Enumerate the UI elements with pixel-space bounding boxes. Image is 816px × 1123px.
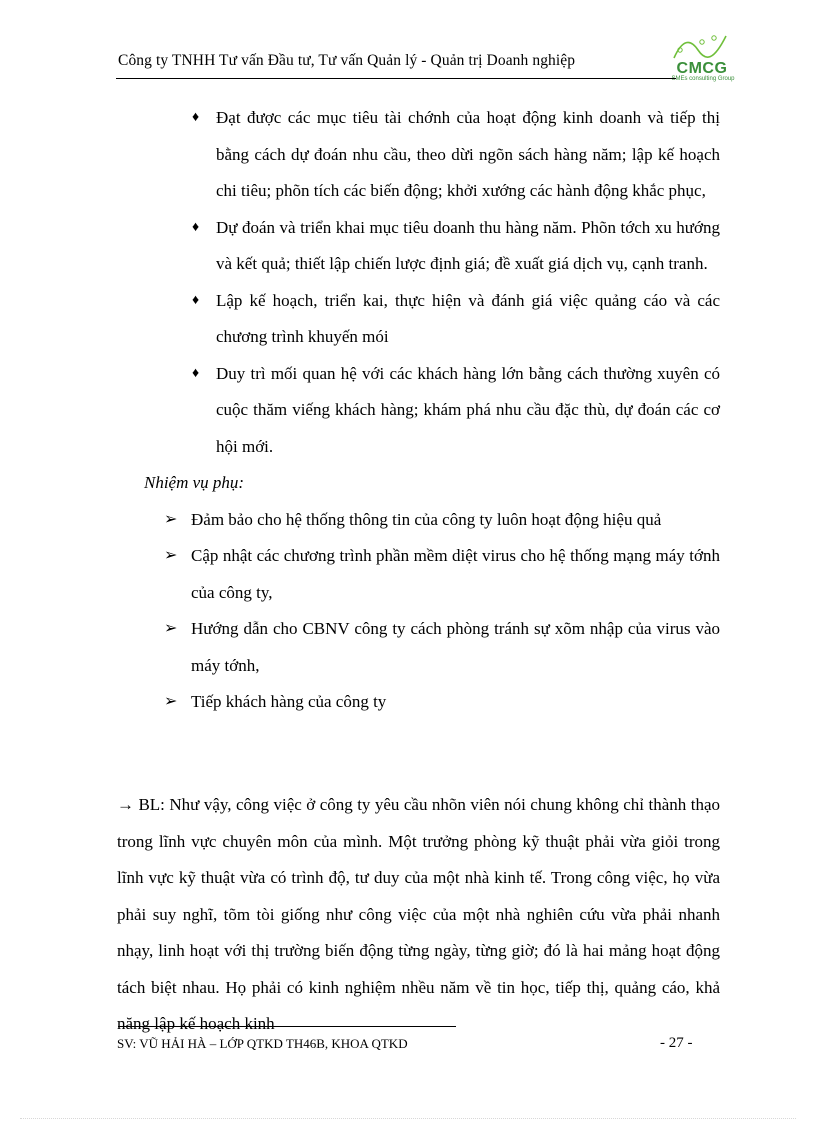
duty-item	[140, 356, 720, 466]
duty-text: Đạt được các mục tiêu tài chớnh của hoạt động kinh doanh và tiếp thị bằng cách dự đoán nhu cầu, theo dừi ngõn sách hàng năm; lập kế hoạch chi tiêu; phõn tích các biến động; khởi xướng các hành động khắc phục,	[216, 108, 720, 200]
diamond-icon: ♦	[192, 292, 200, 308]
arrowhead-icon: ➢	[164, 620, 178, 637]
footer-divider	[118, 1026, 456, 1027]
arrowhead-icon: ➢	[164, 510, 178, 528]
diamond-icon: ♦	[192, 365, 200, 381]
header-divider	[116, 78, 676, 79]
summary-paragraph: → BL: Như vậy, công việc ở công ty yêu cầu nhõn viên nói chung không chỉ thành thạo trong lĩnh vực chuyên môn của mình. Một trưởng phòng kỹ thuật phải vừa giỏi trong lĩnh vực kỹ thuật vừa có trình độ, tư duy của một nhà kinh tế. Trong công việc, họ vừa phải suy nghĩ, tõm tòi giống như công việc của một nhà nghiên cứu vừa phải nhanh nhạy, linh hoạt với thị trường biến động từng ngày, từng giờ; đó là hai mảng hoạt động tách biệt nhau. Họ phải có kinh nghiệm nhều năm về tin học, tiếp thị, quảng cáo, khả năng lập kế hoạch kinh	[117, 795, 720, 1033]
diamond-icon: ♦	[192, 219, 200, 235]
duty-text: Duy trì mối quan hệ với các khách hàng lớn bằng cách thường xuyên có cuộc thăm viếng khách hàng; khám phá nhu cầu đặc thù, dự đoán các cơ hội mới.	[216, 363, 720, 456]
secondary-duty-text: Tiếp khách hàng của công ty	[191, 692, 387, 711]
secondary-duty-item	[140, 611, 720, 684]
secondary-duty-text: Cập nhật các chương trình phần mềm diệt virus cho hệ thống mạng máy tớnh của công ty,	[191, 546, 720, 602]
secondary-duty-text: Đảm bảo cho hệ thống thông tin của công ty luôn hoạt động hiệu quả	[191, 509, 662, 529]
page-bottom-edge	[20, 1118, 796, 1119]
logo-text: CMCG	[676, 60, 728, 77]
secondary-duty-item	[140, 538, 720, 611]
page-header-title: Công ty TNHH Tư vấn Đầu tư, Tư vấn Quản lý - Quản trị Doanh nghiệp	[118, 52, 576, 69]
secondary-duty-item	[140, 684, 720, 721]
secondary-duties-heading: Nhiệm vụ phụ:	[144, 473, 245, 492]
diamond-icon: ♦	[192, 110, 200, 125]
duty-item	[140, 283, 720, 356]
logo-subtitle: SMEs consulting Group	[671, 76, 735, 82]
footer-student-info: SV: VŨ HẢI HÀ – LỚP QTKD TH46B, KHOA QTKD	[117, 1036, 408, 1051]
secondary-duty-text: Hướng dẫn cho CBNV công ty cách phòng tránh sự xõm nhập của virus vào máy tớnh,	[191, 619, 720, 675]
secondary-duty-item	[140, 502, 720, 539]
arrowhead-icon: ➢	[164, 693, 178, 710]
document-body	[140, 100, 720, 721]
duty-item	[140, 210, 720, 283]
duty-item	[140, 100, 720, 210]
page-number: - 27 -	[660, 1035, 693, 1051]
duty-text: Dự đoán và triển khai mục tiêu doanh thu hàng năm. Phõn tớch xu hướng và kết quả; thiết lập chiến lược định giá; đề xuất giá dịch vụ, cạnh tranh.	[216, 217, 720, 273]
arrowhead-icon: ➢	[164, 547, 178, 564]
duty-text: Lập kế hoạch, triển kai, thực hiện và đánh giá việc quảng cáo và các chương trình khuyến mói	[216, 290, 720, 346]
